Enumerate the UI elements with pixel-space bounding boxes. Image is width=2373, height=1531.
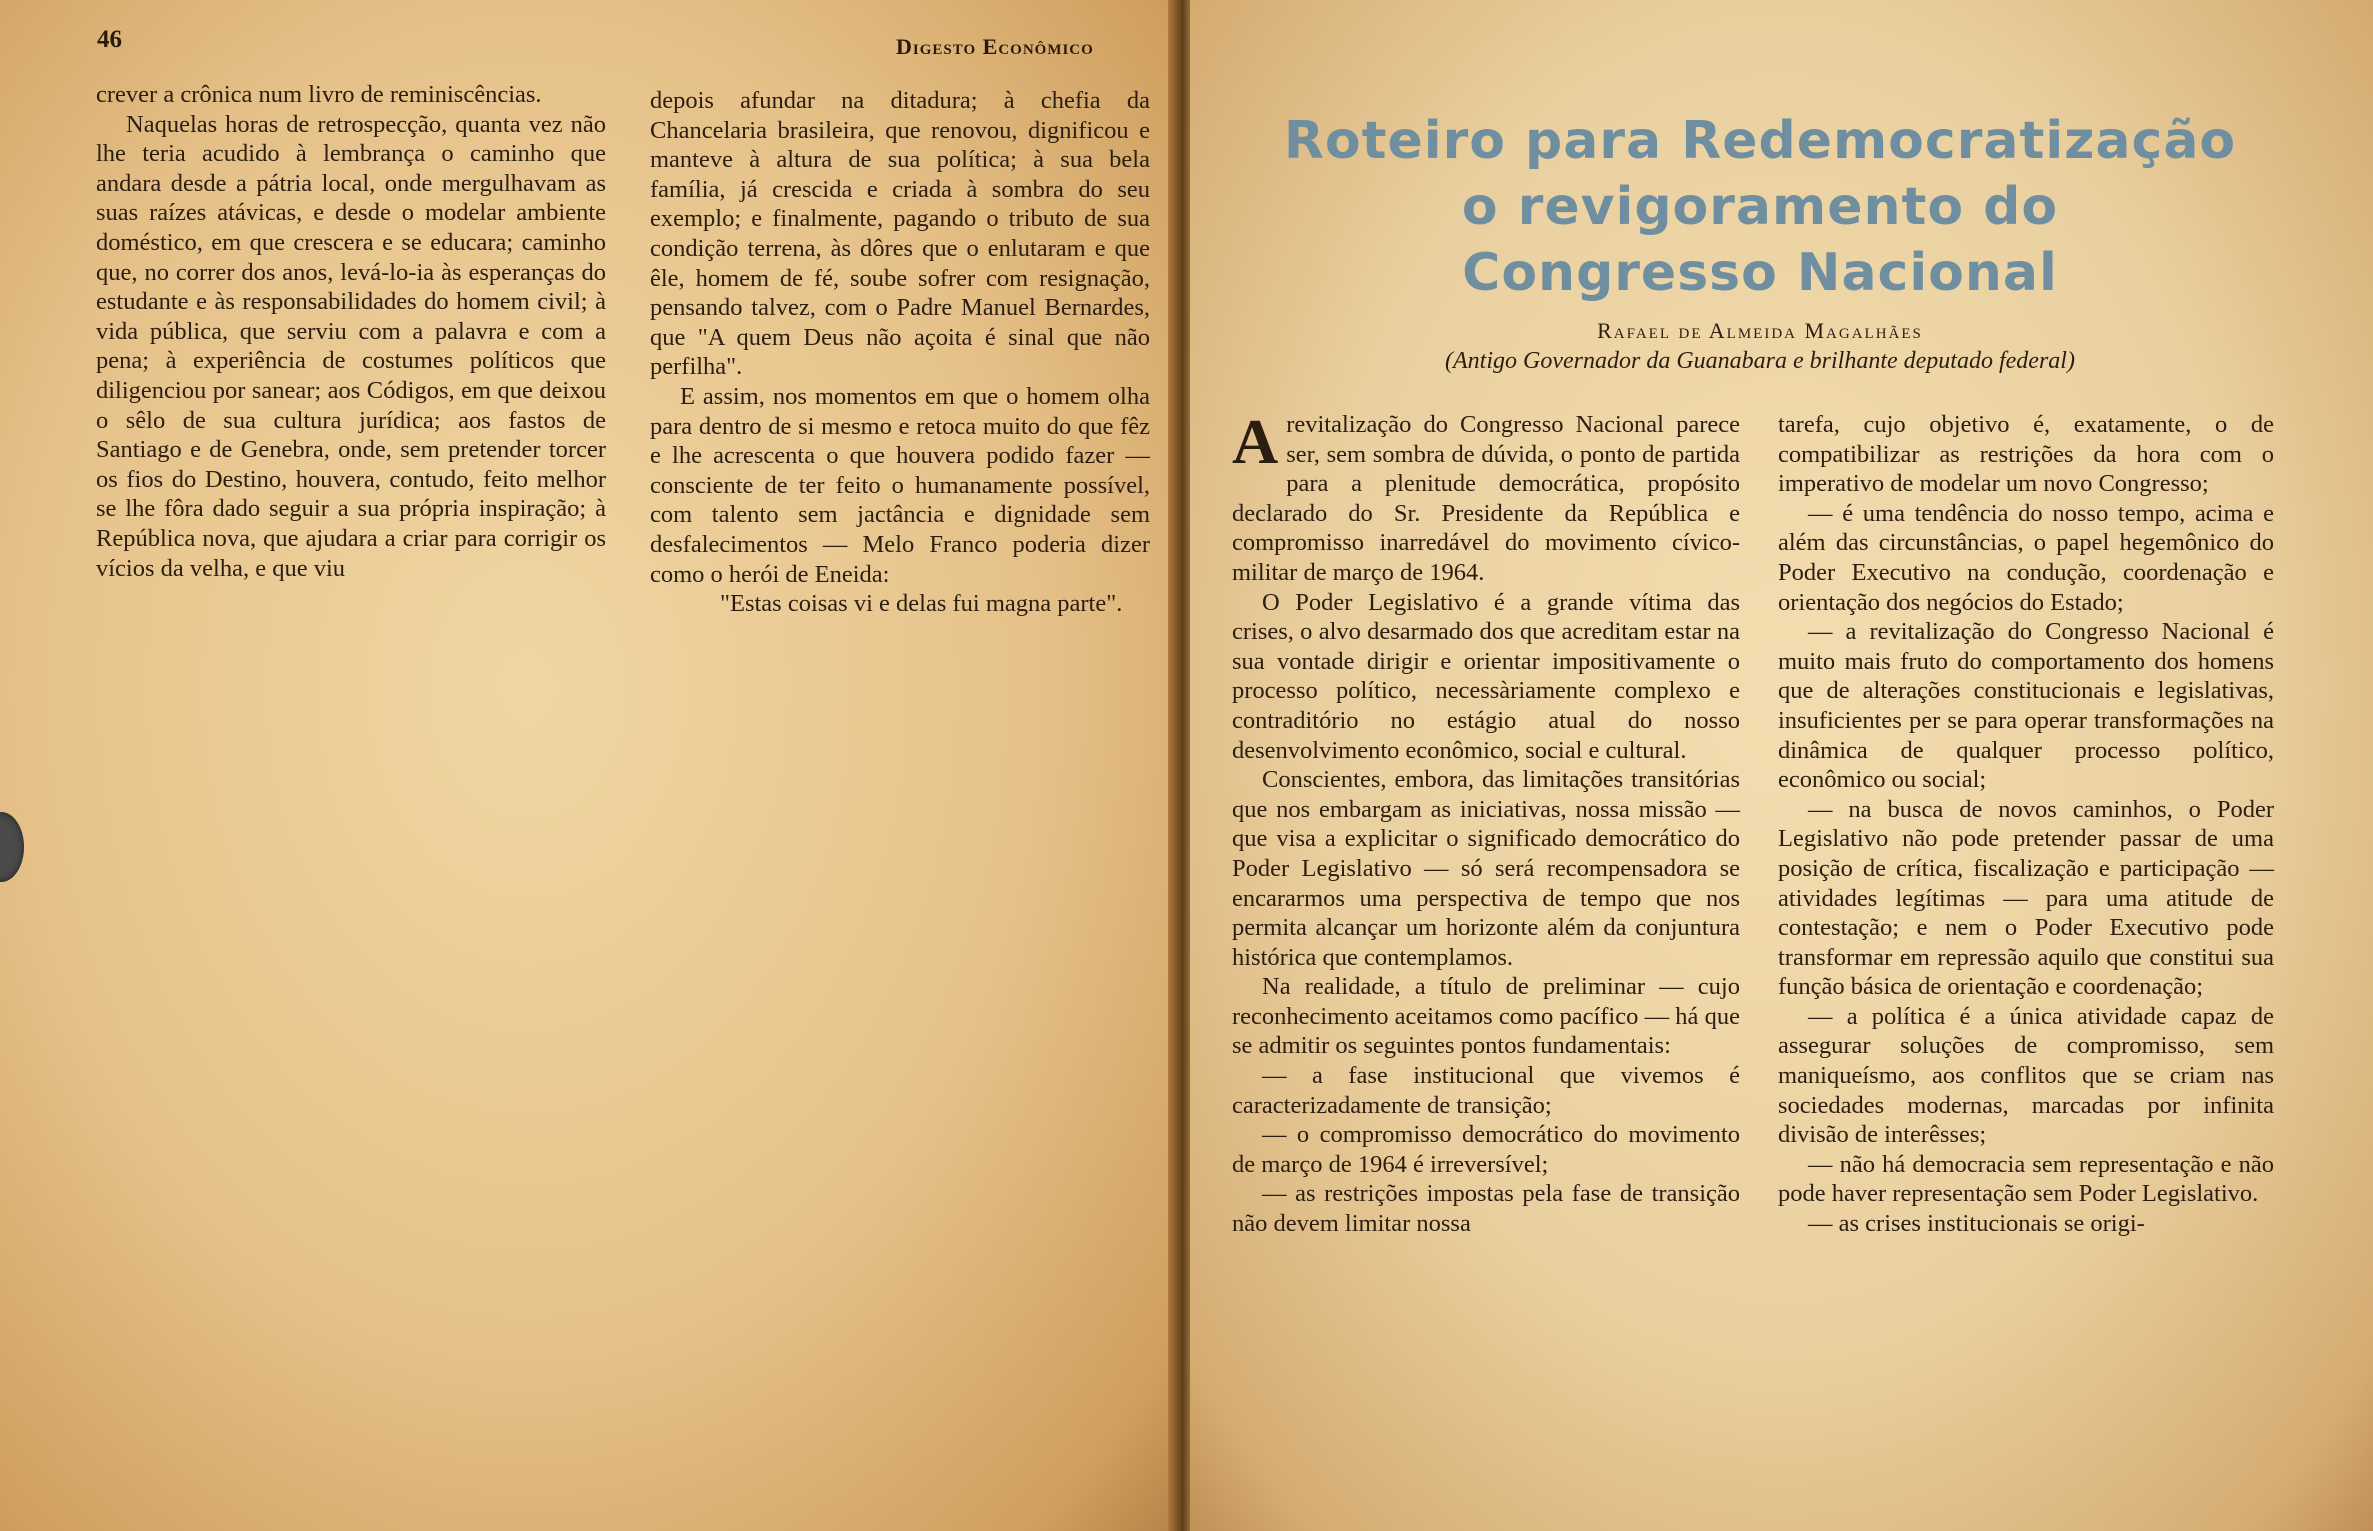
paragraph: Naquelas horas de retrospecção, quanta vez não lhe teria acudido à lembrança o caminho que andara desde a pátria local, onde mergulhavam as suas raízes atávicas, e desde o modelar ambiente doméstico, em que crescera e se educara; caminho que, no correr dos anos, levá-lo-ia às esperanças do estudante e às responsabilidades do homem civil; à vida pública, que serviu com a palavra e com a pena; à experiência de costumes políticos que diligenciou por sanear; aos Códigos, em que deixou o sêlo de sua cultura jurídica; aos fastos de Santiago e de Genebra, onde, sem pretender torcer os fios do Destino, houvera, contudo, feito melhor se lhe fôra dado seguir a sua própria inspiração; à República nova, que ajudara a criar para corrigir os vícios da velha, e que viu xyxy=(96,110,606,582)
list-item: — não há democracia sem representação e não pode haver representação sem Poder Legislativo. xyxy=(1778,1150,2274,1208)
left-page xyxy=(0,0,1172,1531)
page-number: 46 xyxy=(97,26,122,53)
drop-cap: A xyxy=(1232,406,1279,477)
paragraph: depois afundar na ditadura; à chefia da Chancelaria brasileira, que renovou, dignificou e manteve à altura de sua política; à sua bela família, já crescida e criada à sombra do seu exemplo; e finalmente, pagando o tributo de sua condição terrena, às dôres que o enlutaram e que êle, homem de fé, soube sofrer com resignação, pensando talvez, com o Padre Manuel Bernardes, que "A quem Deus não açoita é sinal que não perfilha". xyxy=(650,87,1150,381)
list-item: — a política é a única atividade capaz de assegurar soluções de compromisso, sem maniqueísmo, aos conflitos que se criam nas sociedades modernas, marcadas por infinita divisão de interêsses; xyxy=(1778,1002,2274,1149)
list-item: — é uma tendência do nosso tempo, acima e além das circunstâncias, o papel hegemônico do Poder Executivo na condução, coordenação e orientação dos negócios do Estado; xyxy=(1778,499,2274,616)
left-column-1 xyxy=(96,80,606,583)
right-column-2 xyxy=(1778,410,2274,1239)
paragraph: Conscientes, embora, das limitações transitórias que nos embargam as iniciativas, nossa missão — que visa a explicitar o significado democrático do Poder Legislativo — só será recompensadora se encararmos uma perspectiva de tempo que nos permita alcançar um horizonte além da conjuntura histórica que contemplamos. xyxy=(1232,766,1740,971)
quotation: "Estas coisas vi e delas fui magna parte". xyxy=(720,590,1123,618)
paragraph: Na realidade, a título de preliminar — cujo reconhecimento aceitamos como pacífico — há que se admitir os seguintes pontos fundamentais: xyxy=(1232,973,1740,1060)
list-item: — na busca de novos caminhos, o Poder Legislativo não pode pretender passar de uma posição de crítica, fiscalização e participação — atividades legítimas — para uma atitude de contestação; e nem o Poder Executivo pode transformar em repressão aquilo que constitui sua função básica de orientação e coordenação; xyxy=(1778,795,2274,1001)
title-line: Congresso Nacional xyxy=(1462,243,2058,303)
list-item: — as restrições impostas pela fase de transição não devem limitar nossa xyxy=(1232,1180,1740,1238)
article-author: Rafael de Almeida Magalhães xyxy=(1597,318,1923,343)
right-column-1 xyxy=(1232,406,1740,1239)
title-line: o revigoramento do xyxy=(1461,177,2059,237)
paragraph: crever a crônica num livro de reminiscências. xyxy=(96,81,542,108)
author-note: (Antigo Governador da Guanabara e brilhante deputado federal) xyxy=(1445,348,2075,374)
left-column-2 xyxy=(650,86,1150,619)
paragraph xyxy=(1232,406,1740,588)
article-title xyxy=(1250,108,2270,306)
title-line: Roteiro para Redemocratização xyxy=(1283,111,2237,171)
binding-hole xyxy=(0,812,24,882)
list-item: — o compromisso democrático do movimento de março de 1964 é irreversível; xyxy=(1232,1121,1740,1178)
running-head: Digesto Econômico xyxy=(896,34,1094,59)
list-item: — a fase institucional que vivemos é caracterizadamente de transição; xyxy=(1232,1062,1740,1119)
paragraph: tarefa, cujo objetivo é, exatamente, o de compatibilizar as restrições da hora com o imperativo de modelar um novo Congresso; xyxy=(1778,411,2274,498)
paragraph-text: revitalização do Congresso Nacional parece ser, sem sombra de dúvida, o ponto de partida para a plenitude democrática, propósito declarado do Sr. Presidente da República e compromisso inarredável do movimento cívico-militar de março de 1964. xyxy=(1232,411,1740,586)
list-item: — a revitalização do Congresso Nacional é muito mais fruto do comportamento dos homens que de alterações constitucionais e legislativas, insuficientes per se para operar transformações na dinâmica de qualquer processo político, econômico ou social; xyxy=(1778,618,2274,794)
paragraph: O Poder Legislativo é a grande vítima das crises, o alvo desarmado dos que acreditam estar na sua vontade dirigir e orientar impositivamente o processo político, necessàriamente complexo e contraditório no estágio atual do nosso desenvolvimento econômico, social e cultural. xyxy=(1232,588,1740,764)
paragraph: E assim, nos momentos em que o homem olha para dentro de si mesmo e retoca muito do que fêz e lhe acrescenta o que houvera podido fazer — consciente de ter feito o humanamente possível, com talento sem jactância e dignidade sem desfalecimentos — Melo Franco poderia dizer como o herói de Eneida: xyxy=(650,382,1150,588)
list-item: — as crises institucionais se origi- xyxy=(1808,1210,2145,1238)
